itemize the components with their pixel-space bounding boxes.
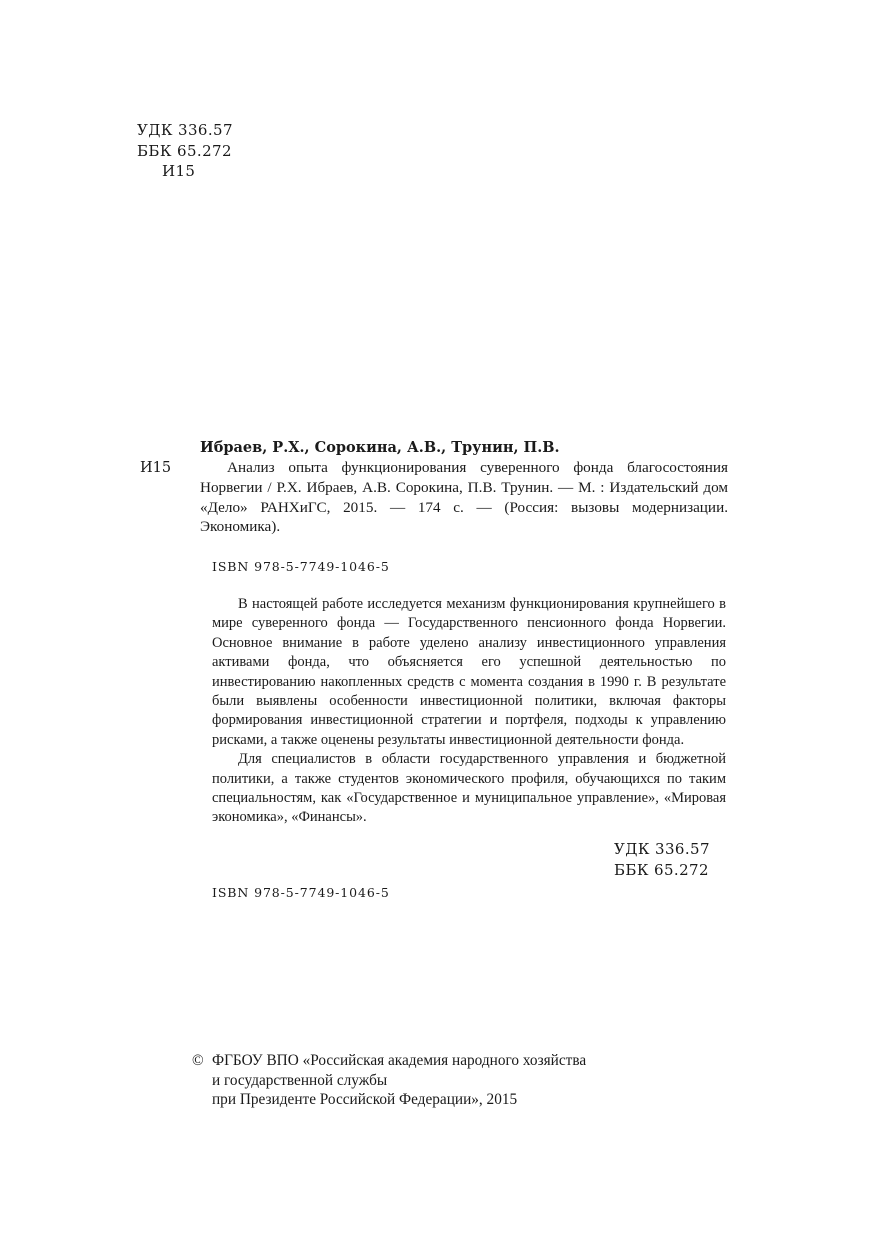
copyright-icon: © [192,1052,204,1069]
isbn-bottom: ISBN 978-5-7749-1046-5 [212,885,390,900]
classification-codes [137,120,233,182]
footer-classification-codes [614,839,710,881]
bib-description-text: Анализ опыта функционирования суверенного фонда благосостояния Норвегии / Р.Х. Ибраев, А.В. Сорокина, П.В. Трунин. — М. : Издательский дом «Дело» РАНХиГС, 2015. — 174 с. — (Россия: вызовы модернизации. Экономика). [200,459,728,536]
footer-bbk-code: ББК 65.272 [614,861,709,879]
bib-authors: Ибраев, Р.Х., Сорокина, А.В., Трунин, П.В. [200,439,560,456]
abstract [212,595,726,828]
bib-author-mark: И15 [140,460,172,476]
udk-code: УДК 336.57 [137,121,233,139]
author-mark: И15 [162,162,196,180]
footer-udk-code: УДК 336.57 [614,840,710,858]
bib-description [200,458,728,537]
isbn-top: ISBN 978-5-7749-1046-5 [212,559,390,574]
copyright-block [192,1051,586,1110]
abstract-paragraph-1: В настоящей работе исследуется механизм функционирования крупнейшего в мире суверенного фонда — Государственного пенсионного фонда Норвегии. Основное внимание в работе уделено анализу инвестиционного управления активами фонда, что объясняется его успешной деятельностью по инвестированию накопленных средств с момента создания в 1990 г. В результате были выявлены особенности инвестиционной политики, включая факторы формирования инвестиционной стратегии и портфеля, подходы к управлению рисками, а также оценены результаты инвестиционной деятельности фонда. [212,596,726,748]
copyright-line-2: и государственной службы [212,1071,388,1089]
bbk-code: ББК 65.272 [137,141,232,160]
abstract-paragraph-2: Для специалистов в области государственного управления и бюджетной политики, а также студентов экономического профиля, обучающихся по таким специальностям, как «Государственное и муниципальное управление», «Мировая экономика», «Финансы». [212,751,726,826]
copyright-line-1: ФГБОУ ВПО «Российская академия народного хозяйства [212,1052,587,1069]
copyright-line-3: при Президенте Российской Федерации», 2015 [212,1091,518,1109]
